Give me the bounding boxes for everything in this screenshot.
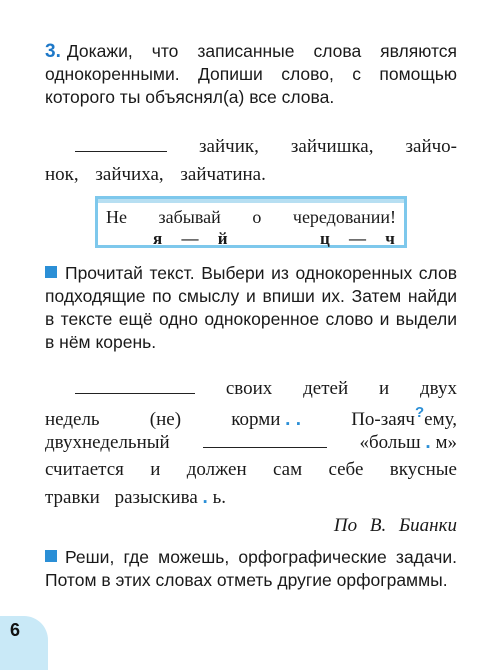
missing-letter-marker[interactable]: . <box>425 432 431 453</box>
story-word: травки разыскива <box>45 487 198 508</box>
story-author: По В. Бианки <box>333 515 457 536</box>
task-read-body: Прочитай текст. Выбери из однокоренных слов подходящие по смыслу и впиши их. Затем найди в тексте ещё одно однокоренное слово и выдели в нём корень. <box>45 263 457 352</box>
task-marker-icon <box>45 266 57 278</box>
reminder-word: чередовании! <box>292 207 396 227</box>
missing-letter-marker[interactable]: . . <box>285 409 302 430</box>
task-solve-text <box>45 546 457 592</box>
story-word: недель <box>45 409 100 430</box>
story-word-fill: «больш . м» <box>359 432 457 453</box>
story-line-2 <box>45 404 457 431</box>
word-line-1 <box>45 136 457 158</box>
page-number: 6 <box>10 620 21 640</box>
story-line-4 <box>45 459 457 481</box>
word: зайчо- <box>405 136 457 157</box>
reminder-box <box>95 196 407 248</box>
story-word: себе <box>328 459 364 480</box>
story-word: и <box>378 378 390 399</box>
alternation-pair-1: я — й <box>153 229 228 248</box>
story-word: должен <box>186 459 247 480</box>
task-3-body: Докажи, что записанные слова являются однокоренными. Допиши слово, с помощью которого ты объяснял(а) все слова. <box>45 41 457 107</box>
story-word: и <box>150 459 161 480</box>
story-word-fill: корми . . <box>231 409 302 430</box>
task-number: 3. <box>45 41 61 62</box>
missing-letter-marker[interactable]: . <box>202 487 208 508</box>
reminder-word: Не <box>106 207 127 227</box>
task-marker-icon <box>45 550 57 562</box>
word-list: нок, зайчиха, зайчатина. <box>45 164 266 185</box>
task-read-text <box>45 262 457 354</box>
question-mark-icon[interactable]: ? <box>415 404 425 421</box>
word-line-2 <box>45 164 457 186</box>
story-word: вкусные <box>389 459 457 480</box>
story-word: своих <box>225 378 273 399</box>
task-3-text <box>45 40 457 109</box>
reminder-word: забывай <box>158 207 221 227</box>
task-solve-body: Реши, где можешь, орфографические задачи. Потом в этих словах отметь другие орфограммы. <box>45 547 457 590</box>
word: зайчик, <box>199 136 259 157</box>
reminder-strip <box>98 199 404 203</box>
story-line-3 <box>45 432 457 454</box>
story-word: детей <box>303 378 349 399</box>
story-word: (не) <box>149 409 182 430</box>
word: зайчишка, <box>290 136 374 157</box>
story-line-5 <box>45 487 457 509</box>
page-corner-decoration <box>0 616 48 670</box>
reminder-word: о <box>252 207 262 227</box>
story-line-1 <box>45 378 457 400</box>
story-word: считается <box>45 459 124 480</box>
answer-blank-2[interactable] <box>75 392 195 394</box>
answer-blank-3[interactable] <box>203 446 327 448</box>
story-word: двухнедельный <box>45 432 170 453</box>
story-word: ь. <box>212 487 226 508</box>
reminder-text <box>106 207 396 228</box>
answer-blank-1[interactable] <box>75 150 167 152</box>
alternation-pair-2: ц — ч <box>320 229 396 248</box>
story-word: сам <box>272 459 303 480</box>
story-word: двух <box>419 378 457 399</box>
story-word-fill: По-заяч?ему, <box>351 404 457 430</box>
